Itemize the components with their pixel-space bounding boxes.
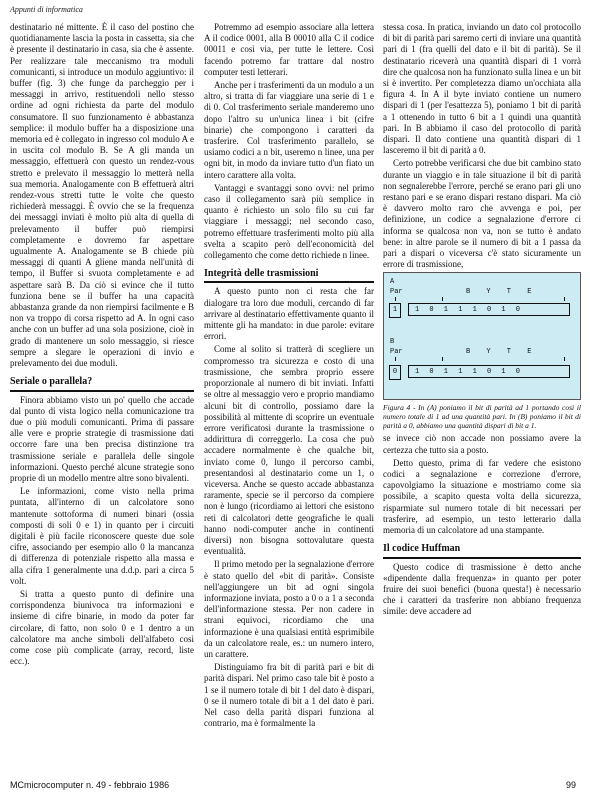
paragraph: Potremmo ad esempio associare alla lettera A il codice 0001, alla B 00010 alla C il codice 00011 e così via, per tutte le lettere. Così facendo potremo far trattare dal nostro computer testi letterari. — [204, 22, 374, 77]
figure-byte-label: B Y T E — [466, 288, 538, 297]
figure-byte-b: 1 0 1 1 1 0 1 0 — [408, 365, 570, 378]
column-3 — [383, 22, 581, 777]
paragraph: Vantaggi e svantaggi sono ovvi: nel primo caso il collegamento sarà più semplice in quanto è richiesto un solo filo su cui far viaggiare i messaggi; nel secondo caso, potremo effettuare trasferimenti molto più alla svelta a scapito però dell'economicità del collegamento che come detto richiede n linee. — [204, 182, 374, 261]
footer-magazine: MCmicrocomputer n. 49 - febbraio 1986 — [10, 780, 170, 790]
figure-4-parity-diagram — [383, 272, 581, 400]
figure-label-b: B — [390, 338, 395, 347]
paragraph: se invece ciò non accade non possiamo avere la certezza che tutto sia a posto. — [383, 433, 581, 455]
paragraph: Distinguiamo fra bit di parità pari e bit di parità dispari. Nel primo caso tale bit è posto a 1 se il numero totale di bit 1 del dato è dispari, 0 se il numero totale di bit a 1 del dato è pari. Nel caso della parità dispari funziona al contrario, ma è formalmente la — [204, 662, 374, 729]
figure-tick — [564, 357, 565, 361]
figure-tick — [442, 297, 443, 301]
figure-byte-label: B Y T E — [466, 348, 538, 357]
paragraph: destinatario né mittente. È il caso del postino che quotidianamente lascia la posta in cassetta, sia che è presente il destinatario in casa, sia che è assente. Per realizzare tale meccanismo tra moduli comunicanti, si introduce un modulo aggiuntivo: il buffer (fig. 3) che funge da parcheggio per i messaggi in arrivo, restituendoli nello stesso ordine ad ogni richiesta da parte del modulo consumatore. Il suo funzionamento è abbastanza semplice: il modulo buffer ha a disposizione una memoria ed è collegato in ingresso col modulo A e in uscita col modulo B. Se A gli manda un messaggio, effettuerà con questo un rendez-vous stretto e prelevato il messaggio lo metterà nella sua memoria. Analogamente con B effettuerà altri rendez-vous stretti tutte le volte che questo richiederà messaggi. È ovvio che se la frequenza dei messaggi inviati è molto più alta di quella di prelevamento il buffer può riempirsi completamente e dovremo far aspettare ugualmente A. Analogamente se B chiede più messaggi di quanti A gliene manda nell'unità di tempo, il Buffer si svuota completamente e ad aspettare sarà B. Da ciò si evince che il tutto funziona bene se il buffer ha una capacità abbastanza grande da non riempirsi facilmente e B non va troppo di corsa rispetto ad A. In ogni caso anche con un buffer ad una sola posizione, cioè in grado di mantenere un solo messaggio, si riesce sempre a slegare le operazioni di invio e prelevamento dei due moduli. — [10, 22, 194, 369]
figure-par-label: Par — [390, 348, 403, 357]
paragraph: Si tratta a questo punto di definire una corrispondenza biunivoca tra informazioni e insieme di cifre binarie, in modo da poter far circolare, di fatto, non solo 0 e 1 dentro a un calcolatore ma anche simboli dell'alfabeto così come cose più complicate (array, record, liste ecc.). — [10, 588, 194, 667]
paragraph: stessa cosa. In pratica, inviando un dato col protocollo di bit di parità pari saremo certi di inviare una quantità pari di 1 (fra quelli del dato e il bit di parità). Se il destinatario riceverà una quantità dispari di 1 vorrà dire che qualcosa non ha funzionato sulla linea e un bit si è invertito. Per completezza diamo un'occhiata alla figura 4. In A il byte inviato contiene un numero dispari di 1 (per l'esattezza 5), poniamo 1 bit di parità a 1 ottenendo in tutto 6 bit a 1 quindi una quantità pari. In B abbiamo il caso del protocollo di parità dispari. Il dato contiene una quantità dispari di 1 lasceremo il bit di parità a 0. — [383, 22, 581, 156]
paragraph: Le informazioni, come visto nella prima puntata, all'interno di un calcolatore sono mantenute sottoforma di numeri binari (ossia composti di soli 0 e 1) in quanto per i circuiti digitali è più facile riconoscere queste due sole cifre, associando per esempio allo 0 la mancanza di differenza di potenziale rispetto alla massa e alla cifra 1 generalmente una d.d.p. pari a circa 5 volt. — [10, 486, 194, 586]
section-heading-huffman: Il codice Huffman — [383, 543, 581, 558]
column-1 — [10, 22, 194, 777]
section-header: Appunti di informatica — [10, 5, 83, 14]
paragraph: Come al solito si tratterà di scegliere un compromesso tra sicurezza e costo di una trasmissione, che sembra proprio essere proporzionale al numero di bit inviati. Infatti se oltre al messaggio vero e proprio mandiamo alcuni bit di controllo, possiamo dare la possibilità al mittente di scoprire un eventuale errore verificatosi durante la trasmissione o addirittura di correggerlo. La cosa che può accadere normalmente è che qualche bit, inviato come 0, lungo il percorso cambi, presentandosi al destinatario come un 1, o viceversa. Anche se questo accade abbastanza raramente, specie se il percorso da compiere non è lungo (ricordiamo ai lettori che esistono reti di calcolatori dette geografiche le quali hanno nodi-computer anche in continenti diversi) non bisogna sottovalutare questa eventualità. — [204, 344, 374, 557]
figure-tick — [564, 297, 565, 301]
figure-par-label: Par — [390, 288, 403, 297]
figure-parity-bit-b: 0 — [389, 365, 401, 380]
figure-tick — [442, 357, 443, 361]
figure-byte-a: 1 0 1 1 1 0 1 0 — [408, 303, 570, 316]
paragraph: Questo codice di trasmissione è detto anche «dipendente dalla frequenza» in quanto per poter fruire dei suoi benefici (buona questa!) è necessario che i caratteri da trasferire non abbiano frequenza simile: deve accadere ad — [383, 561, 581, 617]
figure-label-a: A — [390, 278, 395, 287]
paragraph: Il primo metodo per la segnalazione d'errore è stato quello del «bit di parità». Consiste nell'aggiungere un bit ad ogni singola informazione inviata, posto a 0 o a 1 a seconda dell'informazione stessa. Per non cadere in strani equivoci, ricordiamo che una informazione è una qualsiasi entità esprimibile da un calcolatore reale, es.: un numero intero, un carattere. — [204, 559, 374, 659]
section-heading-seriale: Seriale o parallela? — [10, 376, 194, 391]
paragraph: Finora abbiamo visto un po' quello che accade dal punto di vista logico nella comunicazione tra due o più moduli comunicanti. Prima di passare alle vere e proprie strategie di trasmissione dati occorre fare una ben precisa distinzione tra trasmissione seriale e parallela delle singole informazioni. Questo perché alcune strategie sono proprie di un modello mentre altre sono bivalenti. — [10, 394, 194, 483]
figure-tick — [395, 357, 396, 361]
column-2 — [204, 22, 374, 777]
figure-tick — [395, 297, 396, 301]
figure-parity-bit-a: 1 — [389, 303, 401, 318]
paragraph: A questo punto non ci resta che far dialogare tra loro due moduli, cercando di far arrivare al destinatario effettivamente quanto il mittente gli ha mandato: in due parole: evitare errori. — [204, 286, 374, 342]
paragraph: Anche per i trasferimenti da un modulo a un altro, si tratta di far viaggiare una serie di 1 e di 0. Col trasferimento seriale manderemo uno dopo l'altro su un'unica linea i bit (cifre binarie) che compongono i caratteri da trasferire. Col trasferimento parallelo, se usiamo codici a n bit, useremo n linee, una per ogni bit, in modo da inviare tutto d'un fiato un intero carattere alla volta. — [204, 80, 374, 180]
page-number: 99 — [566, 780, 577, 790]
figure-caption: Figura 4 - In (A) poniamo il bit di parità ad 1 portando così il numero totale di 1 ad una quantità pari. In (B) poniamo il bit di parità a 0, abbiamo una quantità dispari di bit a 1. — [383, 403, 581, 431]
section-heading-integrita: Integrità delle trasmissioni — [204, 268, 374, 283]
paragraph: Detto questo, prima di far vedere che esistono codici a segnalazione e correzione d'errore, capovolgiamo la situazione e mostriamo come sia possibile, a scapito questa volta della sicurezza, risparmiate sul numero totale di bit necessari per trasferire, ad esempio, un testo letterario dalla memoria di un calcolatore ad una stampante. — [383, 457, 581, 536]
paragraph: Certo potrebbe verificarsi che due bit cambino stato durante un viaggio e in tale situazione il bit di parità non segnalerebbe l'errore, perché se erano pari gli uno restano pari e se erano dispari restano dispari. Ma ciò è davvero molto raro che avvenga e poi, per definizione, un codice a segnalazione d'errore ci informa se qualcosa non va, non se tutto è andato bene: in altre parole se il numero di bit a 1 passa da pari a dispari o viceversa c'è stato sicuramente un errore di trasmissione, — [383, 158, 581, 270]
